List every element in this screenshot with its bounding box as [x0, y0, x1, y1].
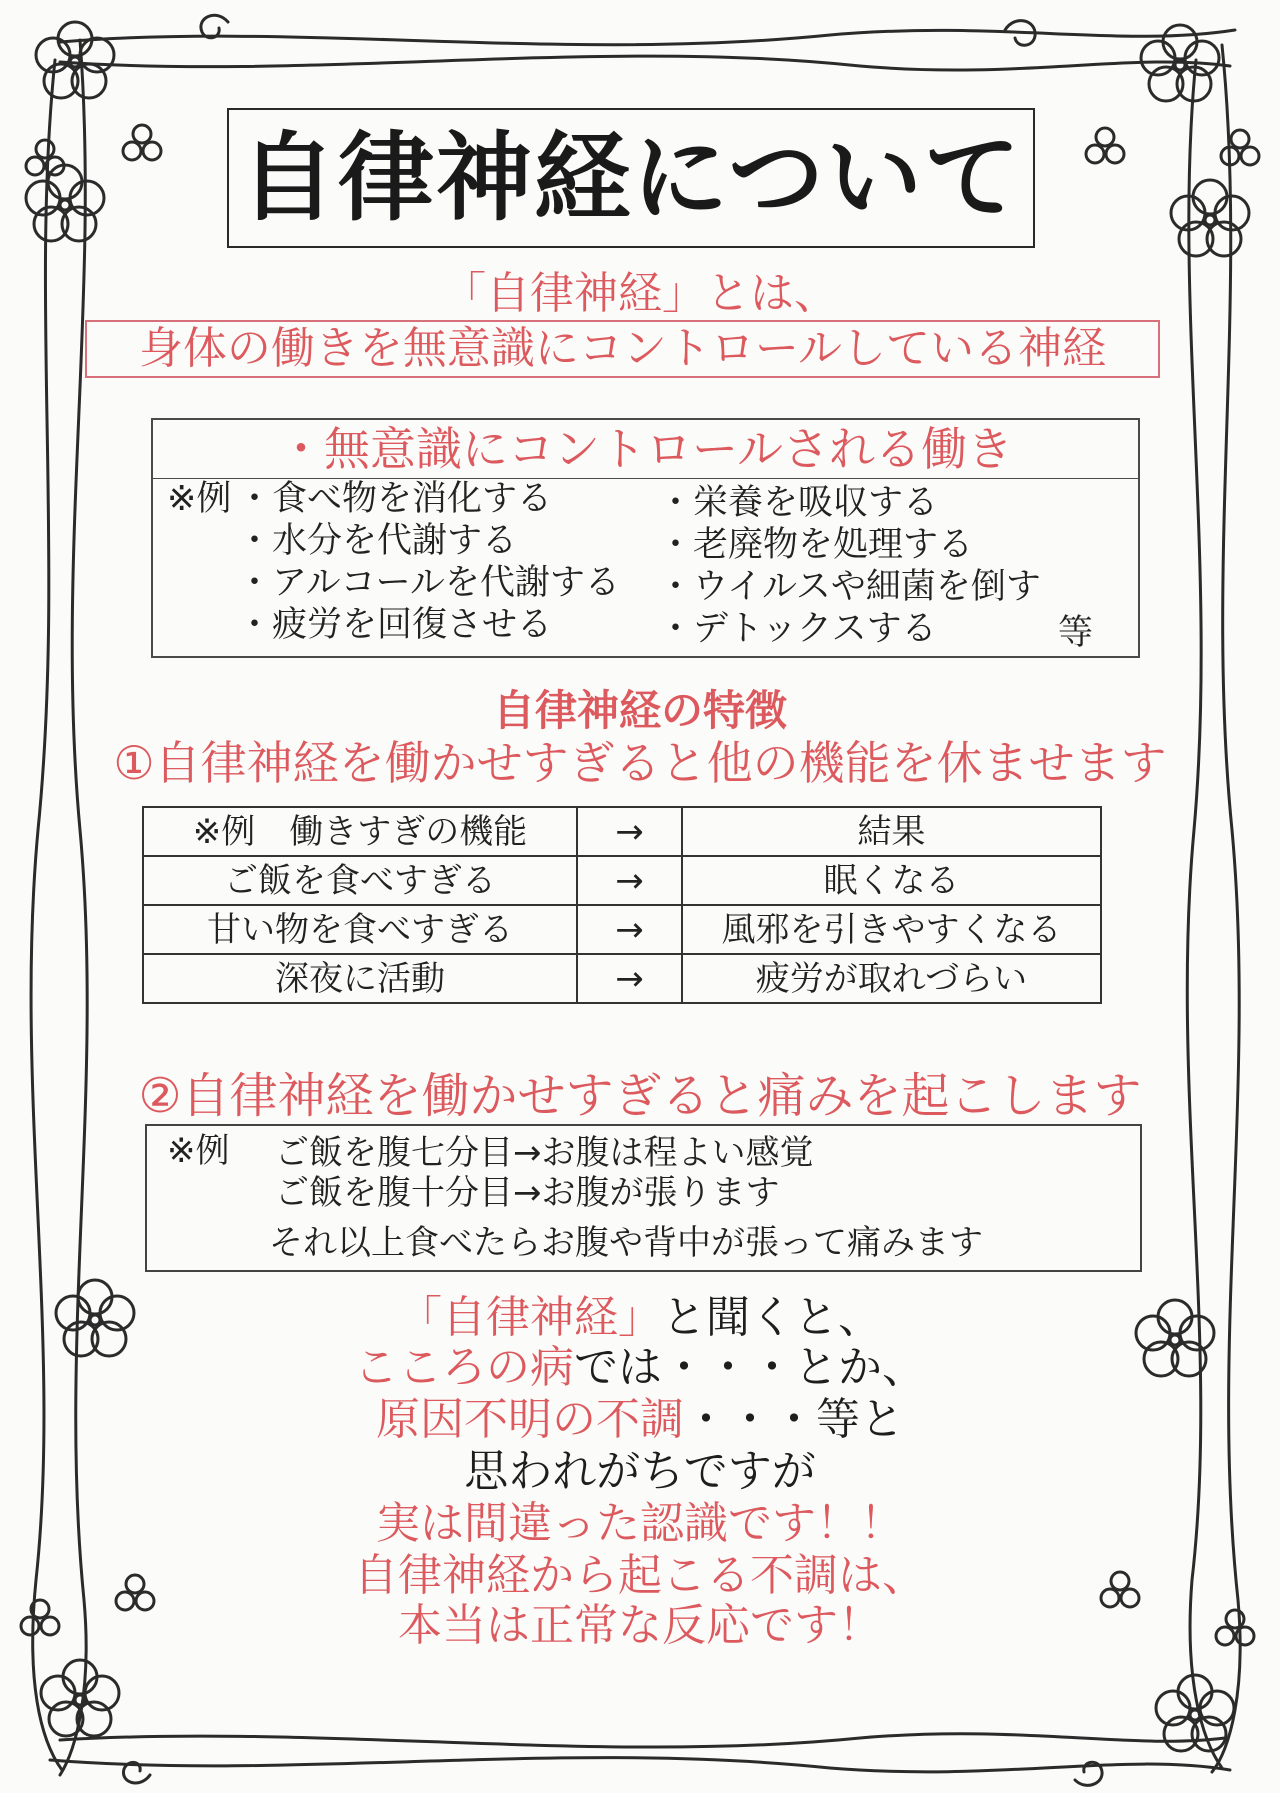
left-item: ・食べ物を消化する	[237, 479, 553, 519]
table-cell: 甘い物を食べすぎる	[143, 905, 577, 954]
unconscious-functions-box	[151, 418, 1140, 658]
closing-text: と聞くと、	[662, 1292, 882, 1343]
title-box	[227, 108, 1035, 248]
table-cell: 眠くなる	[682, 856, 1101, 905]
right-item: ・老廃物を処理する	[658, 525, 974, 565]
closing-highlight: 「自律神経」	[398, 1292, 662, 1343]
example-label: ※例	[167, 479, 232, 519]
table-header-cell: →	[577, 807, 682, 856]
example-line: それ以上食べたらお腹や背中が張って痛みます	[269, 1223, 983, 1263]
right-item: ・デトックスする	[658, 609, 937, 649]
left-item: ・水分を代謝する	[237, 521, 518, 561]
closing-line-6: 自律神経から起こる不調は、	[354, 1550, 926, 1601]
table-header-cell: 結果	[682, 807, 1101, 856]
table-row	[143, 905, 1101, 954]
closing-text: では・・・とか、	[574, 1342, 926, 1393]
closing-line-7: 本当は正常な反応です！	[398, 1600, 882, 1651]
table-cell: →	[577, 954, 682, 1003]
features-title: 自律神経の特徴	[492, 686, 787, 735]
closing-line-3	[0, 1394, 1280, 1445]
right-item: ・ウイルスや細菌を倒す	[658, 567, 1041, 607]
table-header-cell: ※例 働きすぎの機能	[143, 807, 577, 856]
pain-example-box	[145, 1124, 1142, 1272]
table-header-row	[143, 807, 1101, 856]
closing-line-2	[0, 1342, 1280, 1393]
table-row	[143, 856, 1101, 905]
unconscious-heading-row	[153, 420, 1138, 479]
example-label: ※例	[167, 1131, 230, 1171]
etc-label: 等	[1058, 613, 1094, 653]
closing-line-5: 実は間違った認識です！！	[376, 1498, 904, 1549]
intro-line-2: 身体の働きを無意識にコントロールしている神経	[138, 323, 1107, 374]
right-item: ・栄養を吸収する	[658, 483, 939, 523]
overwork-table	[142, 806, 1102, 1004]
page-title: 自律神経について	[239, 122, 1023, 234]
left-item: ・疲労を回復させる	[237, 605, 553, 645]
closing-line-4: 思われがちですが	[464, 1446, 816, 1497]
left-item: ・アルコールを代謝する	[237, 563, 620, 603]
feature-point-2: ②自律神経を働かせすぎると痛みを起こします	[138, 1068, 1142, 1124]
table-cell: 疲労が取れづらい	[682, 954, 1101, 1003]
table-cell: ご飯を食べすぎる	[143, 856, 577, 905]
table-cell: →	[577, 905, 682, 954]
table-cell: 深夜に活動	[143, 954, 577, 1003]
closing-line-1	[0, 1292, 1280, 1343]
table-row	[143, 954, 1101, 1003]
closing-highlight: 原因不明の不調	[376, 1394, 684, 1445]
closing-highlight: こころの病	[354, 1342, 574, 1393]
example-line: ご飯を腹十分目→お腹が張ります	[275, 1173, 780, 1213]
unconscious-heading: ・無意識にコントロールされる働き	[277, 422, 1014, 476]
intro-line-1: 「自律神経」とは、	[442, 268, 838, 319]
feature-point-1: ①自律神経を働かせすぎると他の機能を休ませます	[113, 736, 1167, 790]
intro-highlight-box	[85, 320, 1160, 378]
closing-text: ・・・等と	[684, 1394, 904, 1445]
table-cell: →	[577, 856, 682, 905]
table-cell: 風邪を引きやすくなる	[682, 905, 1101, 954]
example-line: ご飯を腹七分目→お腹は程よい感覚	[275, 1133, 814, 1173]
